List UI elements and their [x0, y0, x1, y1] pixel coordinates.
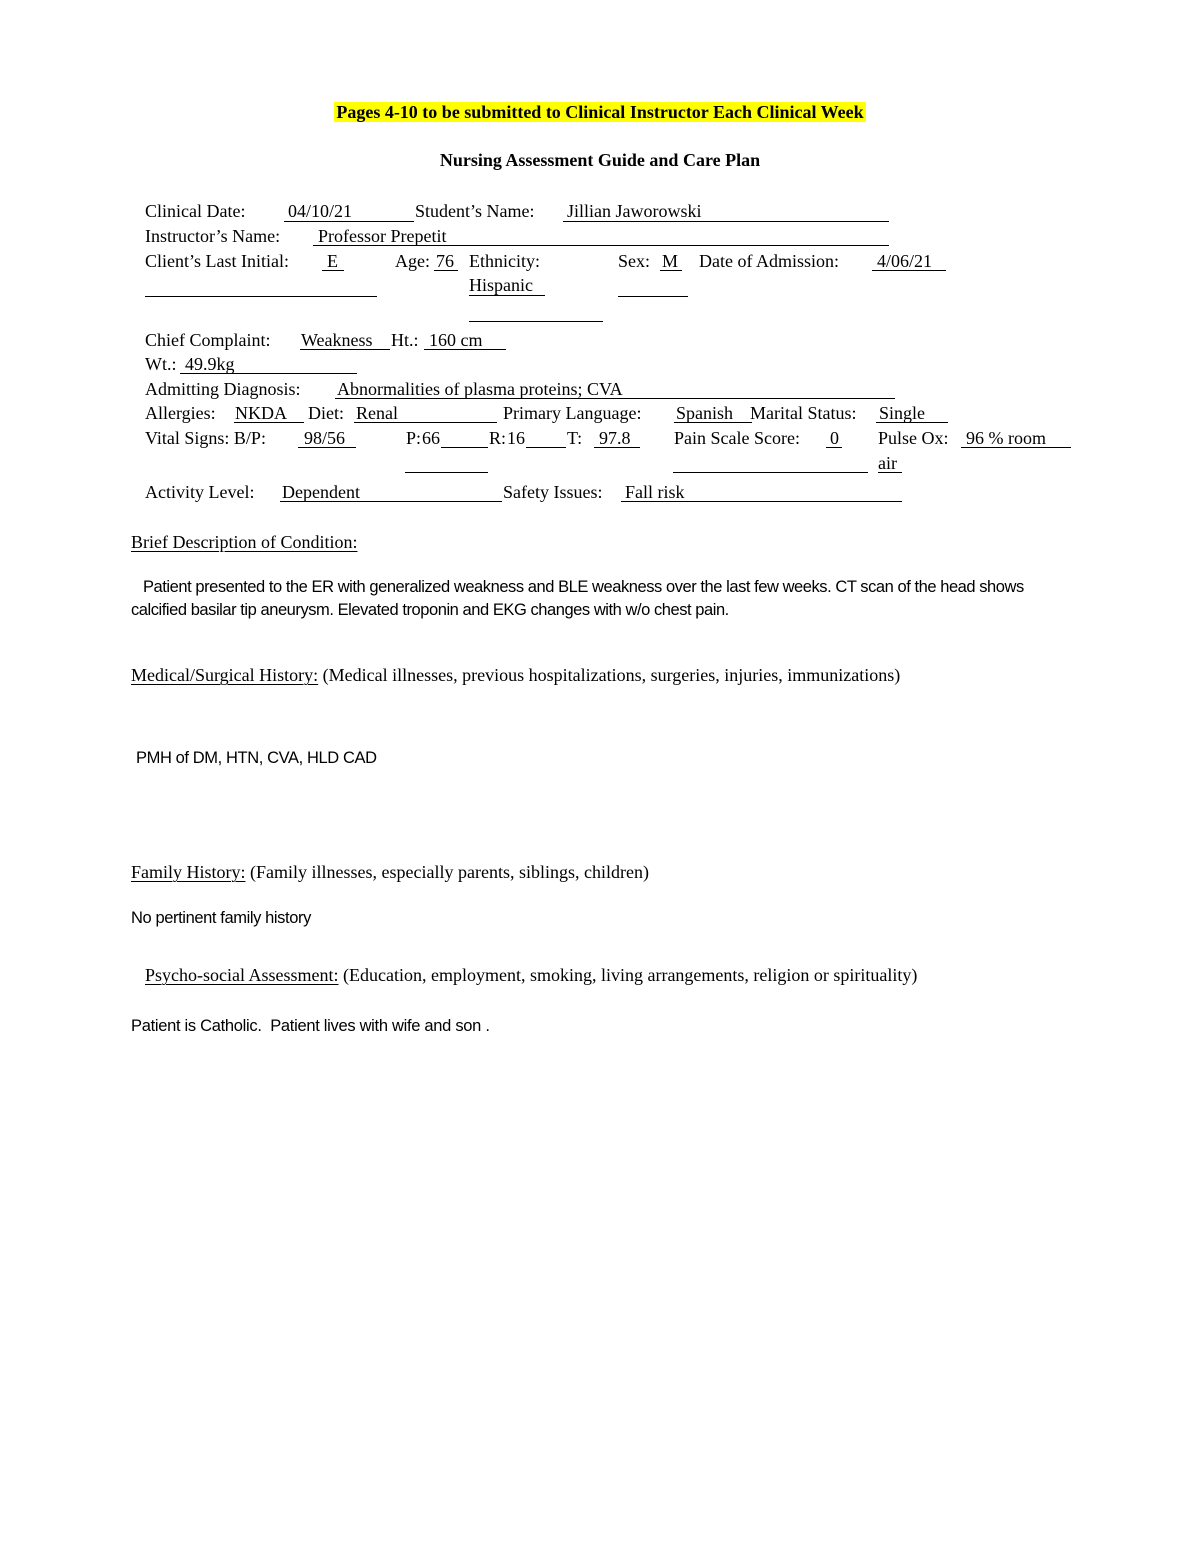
pain-label: Pain Scale Score:	[674, 428, 800, 448]
psycho-hint: (Education, employment, smoking, living arrangements, religion or spirituality)	[343, 965, 918, 985]
medical-text: PMH of DM, HTN, CVA, HLD CAD	[136, 749, 377, 767]
instructor-label: Instructor’s Name:	[145, 226, 281, 246]
condition-heading: Brief Description of Condition:	[131, 532, 358, 552]
pain-line-2	[673, 472, 868, 473]
psycho-heading: Psycho-social Assessment:	[145, 965, 339, 985]
bp-value: 98/56	[304, 428, 346, 448]
admission-value: 4/06/21	[877, 251, 933, 271]
marital-label: Marital Status:	[750, 403, 857, 423]
language-value: Spanish	[676, 403, 734, 423]
temp-label: T:	[567, 428, 583, 448]
submission-note: Pages 4-10 to be submitted to Clinical Instructor Each Clinical Week	[336, 102, 864, 122]
family-heading: Family History:	[131, 862, 246, 882]
resp-line	[526, 447, 566, 448]
safety-value: Fall risk	[625, 482, 685, 502]
pain-line	[826, 447, 842, 448]
age-label: Age:	[395, 251, 430, 271]
safety-label: Safety Issues:	[503, 482, 603, 502]
pulse-ox-line	[961, 447, 1071, 448]
vitals-label: Vital Signs: B/P:	[145, 428, 266, 448]
clinical-date-value: 04/10/21	[288, 201, 353, 221]
age-value: 76	[436, 251, 454, 271]
student-name-line	[563, 221, 889, 222]
language-line	[674, 422, 752, 423]
medical-hint: (Medical illnesses, previous hospitalizations, surgeries, injuries, immunizations)	[322, 665, 901, 685]
sex-line-2	[618, 296, 688, 297]
pulse-value: 66	[422, 428, 440, 448]
allergies-line	[234, 422, 304, 423]
client-initial-line	[322, 270, 344, 271]
ethnicity-line	[469, 295, 545, 296]
pulse-label: P:	[406, 428, 422, 448]
page-title: Nursing Assessment Guide and Care Plan	[439, 150, 761, 170]
height-label: Ht.:	[391, 330, 419, 350]
medical-heading: Medical/Surgical History:	[131, 665, 319, 685]
safety-line	[621, 501, 902, 502]
family-block	[131, 860, 649, 884]
clinical-date-line	[284, 221, 414, 222]
ethnicity-line-2	[469, 321, 603, 322]
chief-complaint-line	[300, 349, 390, 350]
client-initial-label: Client’s Last Initial:	[145, 251, 289, 271]
clinical-date-label: Clinical Date:	[145, 201, 246, 221]
activity-label: Activity Level:	[145, 482, 255, 502]
bp-line	[298, 447, 356, 448]
pulse-ox-line-2	[878, 472, 902, 473]
psycho-text: Patient is Catholic. Patient lives with wife and son .	[131, 1017, 490, 1035]
pulse-ox-value: 96 % room	[966, 428, 1046, 448]
ethnicity-value: Hispanic	[469, 275, 533, 295]
pulse-line	[441, 447, 488, 448]
admission-label: Date of Admission:	[699, 251, 839, 271]
pain-value: 0	[830, 428, 839, 448]
sex-value: M	[662, 251, 679, 271]
diet-label: Diet:	[308, 403, 344, 423]
marital-value: Single	[879, 403, 926, 423]
family-hint: (Family illnesses, especially parents, siblings, children)	[250, 862, 649, 882]
allergies-label: Allergies:	[145, 403, 216, 423]
weight-value: 49.9kg	[185, 354, 235, 374]
family-text: No pertinent family history	[131, 909, 311, 927]
admitting-dx-label: Admitting Diagnosis:	[145, 379, 301, 399]
ethnicity-label: Ethnicity:	[469, 251, 540, 271]
condition-text: Patient presented to the ER with generalized weakness and BLE weakness over the last few weeks. CT scan of the head shows calcified basilar tip aneurysm. Elevated troponin and EKG changes with w/o chest pain.	[131, 578, 1024, 619]
client-initial-value: E	[327, 251, 338, 271]
student-name-label: Student’s Name:	[415, 201, 535, 221]
admitting-dx-value: Abnormalities of plasma proteins; CVA	[337, 379, 623, 399]
height-line	[424, 349, 506, 350]
activity-value: Dependent	[282, 482, 360, 502]
activity-line	[280, 501, 502, 502]
diet-line	[354, 422, 497, 423]
height-value: 160 cm	[429, 330, 483, 350]
pulse-line-2	[405, 472, 488, 473]
age-line	[434, 270, 458, 271]
student-name-value: Jillian Jaworowski	[567, 201, 702, 221]
resp-value: 16	[507, 428, 525, 448]
client-initial-line-2	[145, 296, 377, 297]
admitting-dx-line	[335, 398, 895, 399]
allergies-value: NKDA	[235, 403, 287, 423]
language-label: Primary Language:	[503, 403, 642, 423]
medical-block	[131, 663, 1071, 688]
sex-line	[660, 270, 682, 271]
pulse-ox-value-2: air	[878, 453, 897, 473]
weight-line	[180, 373, 357, 374]
temp-line	[594, 447, 640, 448]
admission-line	[872, 270, 946, 271]
marital-line	[876, 422, 948, 423]
sex-label: Sex:	[618, 251, 651, 271]
chief-complaint-value: Weakness	[301, 330, 373, 350]
pulse-ox-label: Pulse Ox:	[878, 428, 949, 448]
instructor-line	[313, 245, 889, 246]
instructor-value: Professor Prepetit	[318, 226, 447, 246]
diet-value: Renal	[356, 403, 398, 423]
weight-label: Wt.:	[145, 354, 177, 374]
resp-label: R:	[489, 428, 507, 448]
chief-complaint-label: Chief Complaint:	[145, 330, 271, 350]
psycho-block	[145, 963, 985, 988]
temp-value: 97.8	[599, 428, 631, 448]
